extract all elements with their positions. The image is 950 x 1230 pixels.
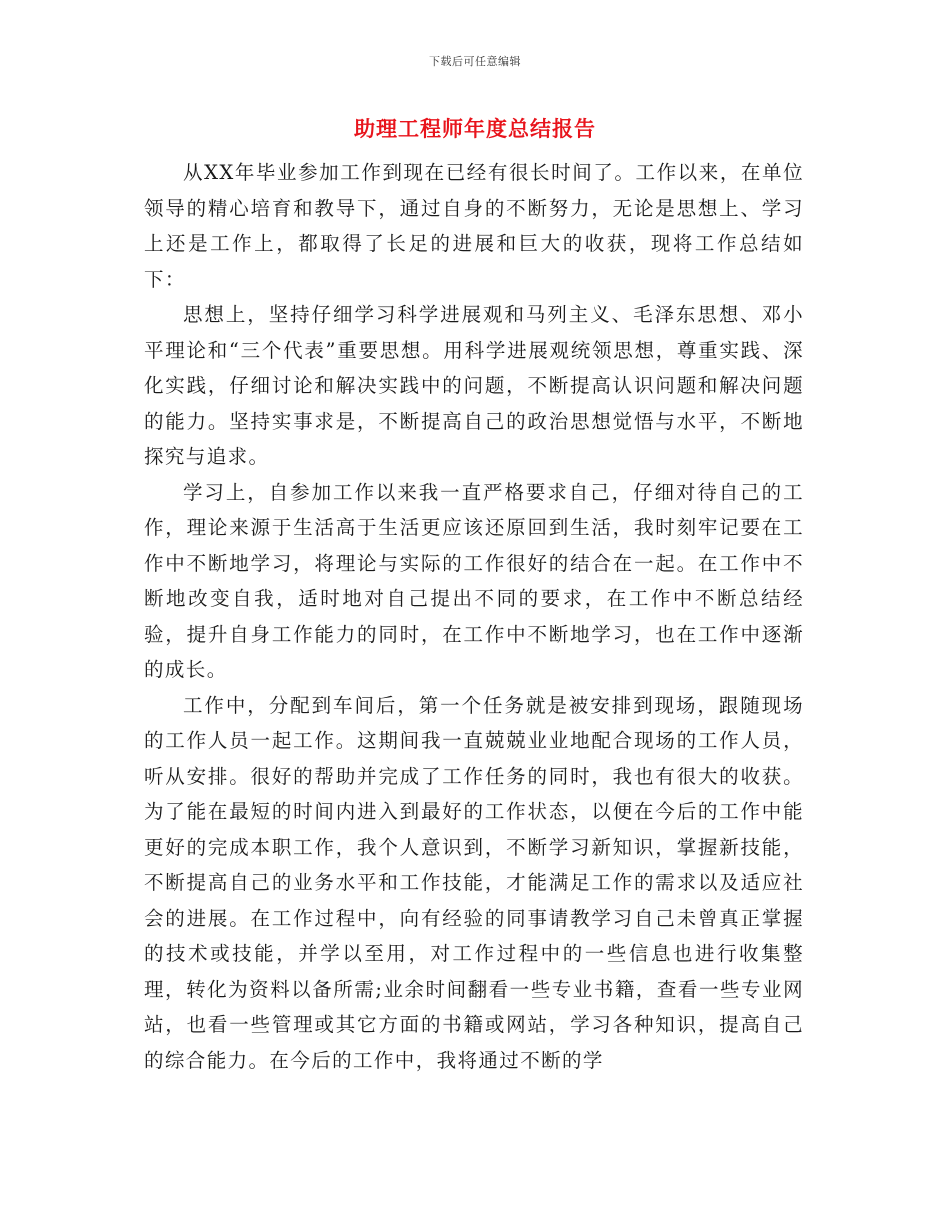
paragraph-work: 工作中，分配到车间后，第一个任务就是被安排到现场，跟随现场的工作人员一起工作。这期间我一直兢兢业业地配合现场的工作人员，听从安排。很好的帮助并完成了工作任务的同时，我也有很大的收获。为了能在最短的时间内进入到最好的工作状态，以便在今后的工作中能更好的完成本职工作，我个人意识到，不断学习新知识，掌握新技能，不断提高自己的业务水平和工作技能，才能满足工作的需求以及适应社会的进展。在工作过程中，向有经验的同事请教学习自己未曾真正掌握的技术或技能，并学以至用，对工作过程中的一些信息也进行收集整理，转化为资料以备所需;业余时间翻看一些专业书籍，查看一些专业网站，也看一些管理或其它方面的书籍或网站，学习各种知识，提高自己的综合能力。在今后的工作中，我将通过不断的学 bbox=[144, 693, 804, 1072]
document-body bbox=[144, 155, 804, 1078]
header-note: 下载后可任意编辑 bbox=[429, 55, 521, 68]
paragraph-study: 学习上，自参加工作以来我一直严格要求自己，仔细对待自己的工作，理论来源于生活高于生活更应该还原回到生活，我时刻牢记要在工作中不断地学习，将理论与实际的工作很好的结合在一起。在工作中不断地改变自我，适时地对自己提出不同的要求，在工作中不断总结经验，提升自身工作能力的同时，在工作中不断地学习，也在工作中逐渐的成长。 bbox=[144, 480, 804, 681]
paragraph-thought: 思想上，坚持仔细学习科学进展观和马列主义、毛泽东思想、邓小平理论和“三个代表”重要思想。用科学进展观统领思想，尊重实践、深化实践，仔细讨论和解决实践中的问题，不断提高认识问题和解决问题的能力。坚持实事求是，不断提高自己的政治思想觉悟与水平，不断地探究与追求。 bbox=[144, 303, 804, 468]
paragraph-intro: 从XX年毕业参加工作到现在已经有很长时间了。工作以来，在单位领导的精心培育和教导下，通过自身的不断努力，无论是思想上、学习上还是工作上，都取得了长足的进展和巨大的收获，现将工作总结如下： bbox=[144, 161, 804, 291]
document-title: 助理工程师年度总结报告 bbox=[354, 117, 596, 141]
